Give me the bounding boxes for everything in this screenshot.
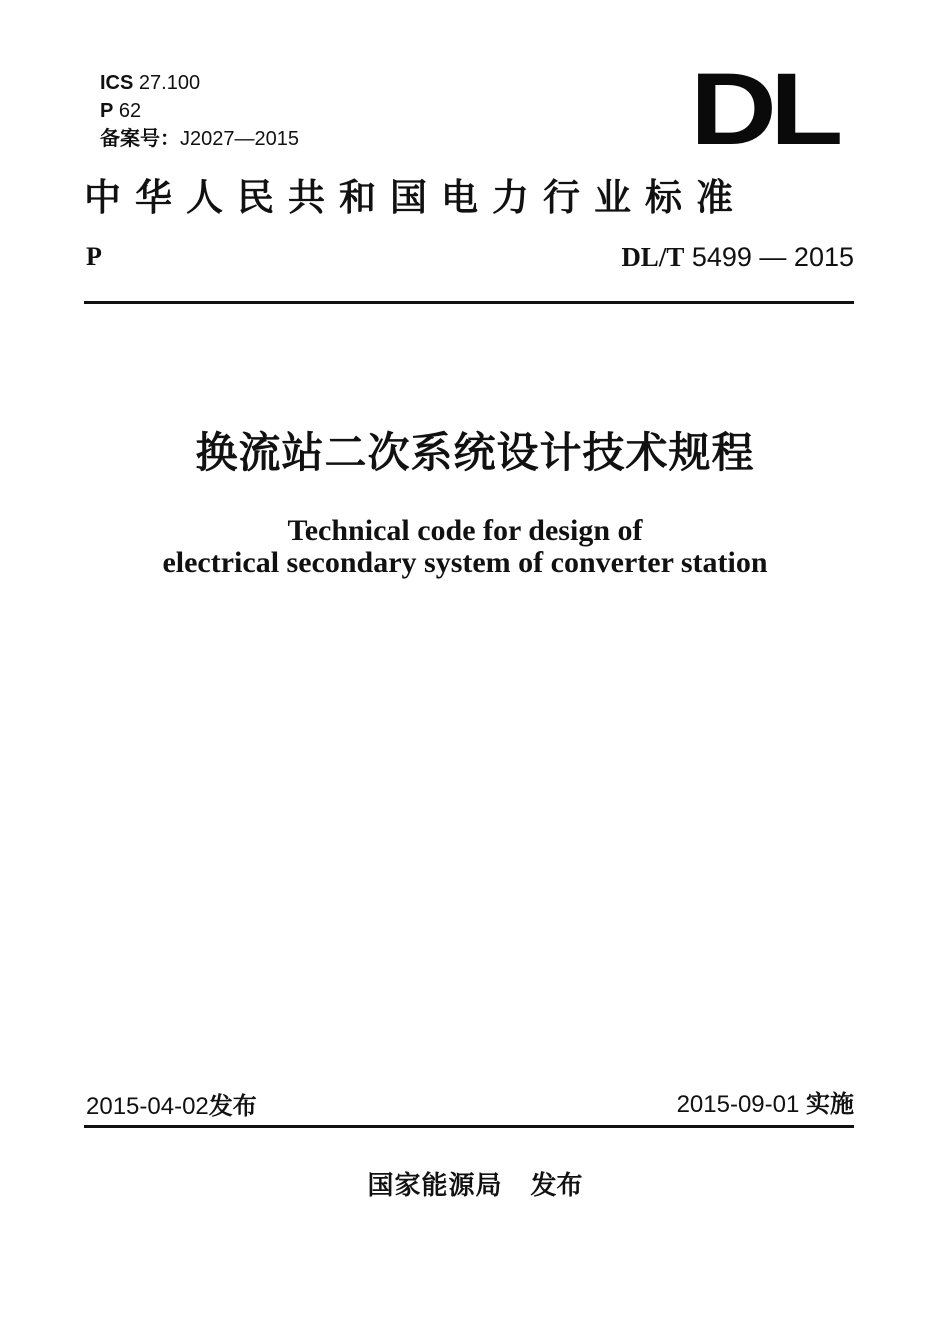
header-divider	[84, 301, 854, 304]
dl-logo: DL	[690, 52, 837, 166]
record-value: J2027—2015	[180, 128, 299, 150]
category-code: P	[86, 242, 102, 271]
industry-standard-title: 中华人民共和国电力行业标准	[84, 175, 747, 219]
footer-divider	[84, 1125, 854, 1128]
p-value: 62	[118, 100, 142, 122]
ics-code	[100, 72, 200, 94]
release-date	[86, 1090, 257, 1123]
standard-prefix: DL/T	[621, 242, 685, 272]
chinese-title: 换流站二次系统设计技术规程	[195, 428, 755, 477]
english-title-line-2: electrical secondary system of converter station	[162, 546, 768, 579]
english-title-line-1: Technical code for design of	[287, 514, 643, 547]
implementation-date	[677, 1088, 854, 1121]
p-code	[100, 100, 141, 122]
standard-number-value: 5499 — 2015	[691, 242, 854, 272]
release-label: 发布	[208, 1092, 257, 1120]
implementation-label: 实施	[806, 1090, 854, 1118]
release-date-value: 2015-04-02	[86, 1093, 209, 1120]
p-label: P	[100, 100, 114, 122]
publisher-action: 发布	[530, 1171, 583, 1201]
ics-value: 27.100	[138, 72, 201, 94]
ics-label: ICS	[100, 72, 134, 94]
standard-number	[621, 242, 854, 272]
publisher	[0, 1168, 950, 1204]
record-label: 备案号：	[100, 128, 180, 150]
record-number	[100, 128, 299, 150]
implementation-date-value: 2015-09-01	[676, 1091, 800, 1118]
publisher-organization: 国家能源局	[367, 1171, 503, 1201]
